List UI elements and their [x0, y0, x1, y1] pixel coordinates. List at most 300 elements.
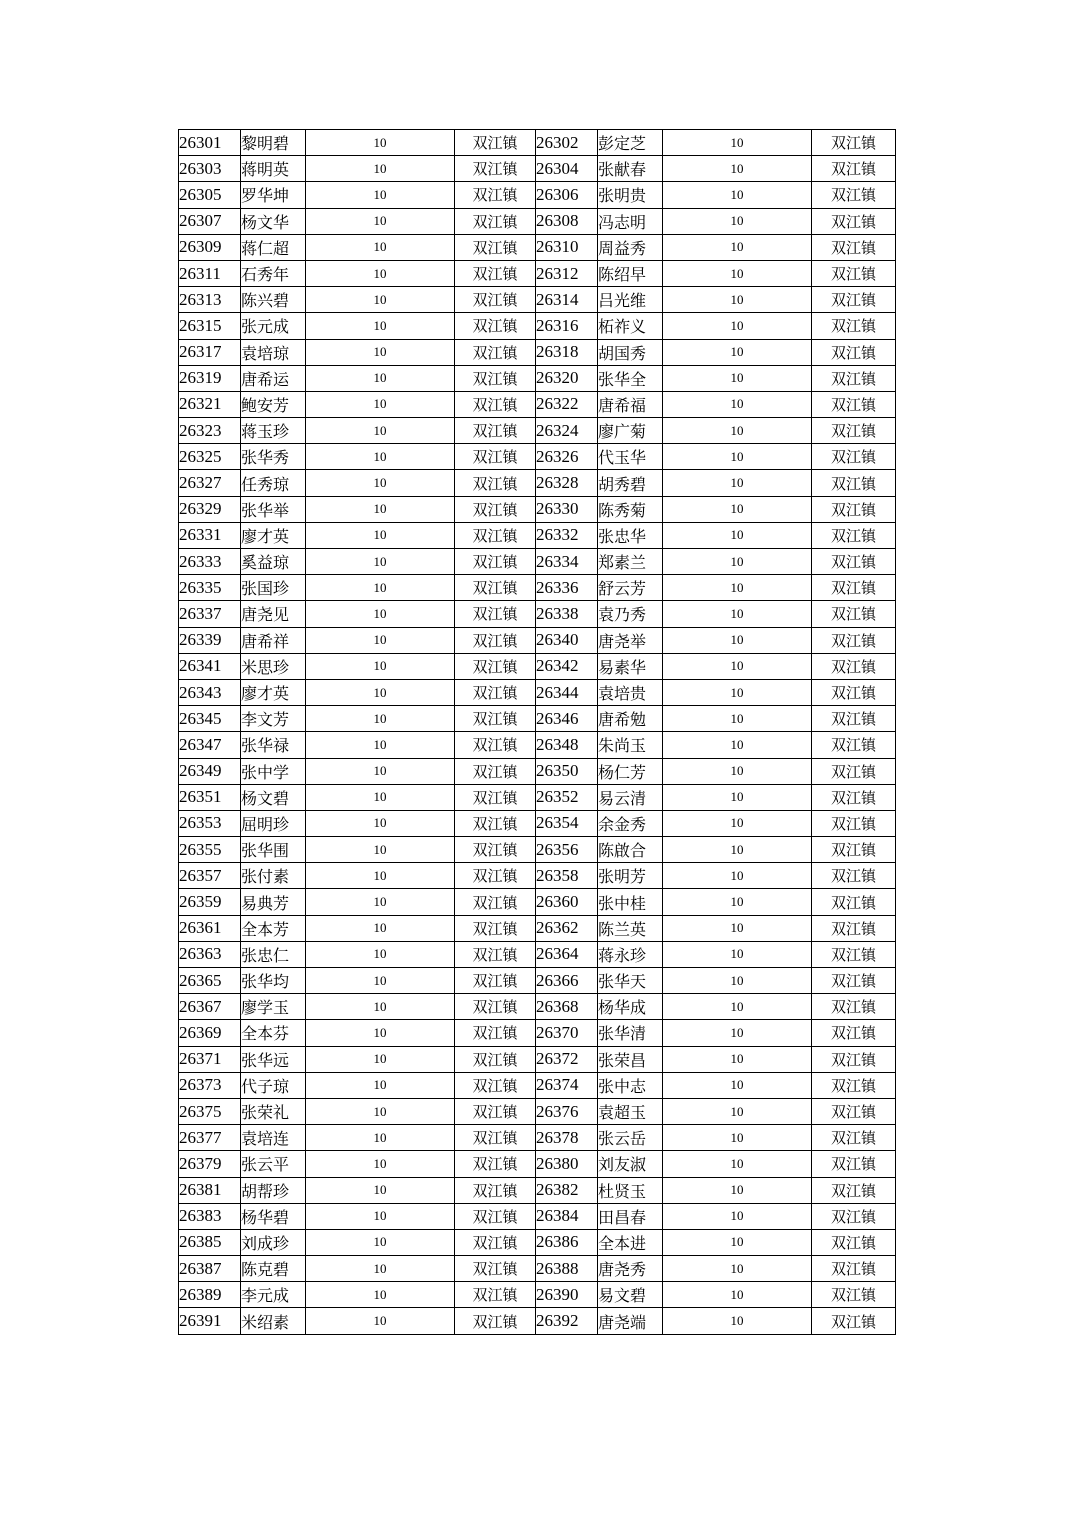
- score-cell: 10: [663, 339, 812, 365]
- name-cell: 全本进: [598, 1229, 663, 1255]
- town-cell: 双江镇: [455, 1072, 536, 1098]
- town-cell: 双江镇: [455, 1020, 536, 1046]
- name-cell: 易素华: [598, 653, 663, 679]
- name-cell: 张荣礼: [241, 1098, 306, 1124]
- town-cell: 双江镇: [455, 260, 536, 286]
- town-cell: 双江镇: [455, 706, 536, 732]
- name-cell: 张华天: [598, 968, 663, 994]
- record-id-cell: 26315: [179, 313, 241, 339]
- record-id-cell: 26358: [536, 863, 598, 889]
- score-cell: 10: [306, 339, 455, 365]
- town-cell: 双江镇: [812, 1020, 896, 1046]
- name-cell: 陈克碧: [241, 1256, 306, 1282]
- score-cell: 10: [663, 287, 812, 313]
- town-cell: 双江镇: [455, 1203, 536, 1229]
- table-row: [179, 968, 896, 994]
- score-cell: 10: [663, 1072, 812, 1098]
- town-cell: 双江镇: [455, 470, 536, 496]
- record-id-cell: 26360: [536, 889, 598, 915]
- town-cell: 双江镇: [455, 627, 536, 653]
- table-row: [179, 575, 896, 601]
- record-id-cell: 26329: [179, 496, 241, 522]
- town-cell: 双江镇: [812, 758, 896, 784]
- town-cell: 双江镇: [455, 1125, 536, 1151]
- town-cell: 双江镇: [812, 706, 896, 732]
- name-cell: 余金秀: [598, 810, 663, 836]
- town-cell: 双江镇: [812, 287, 896, 313]
- town-cell: 双江镇: [455, 549, 536, 575]
- score-cell: 10: [306, 1256, 455, 1282]
- score-cell: 10: [306, 889, 455, 915]
- town-cell: 双江镇: [455, 1151, 536, 1177]
- score-cell: 10: [306, 732, 455, 758]
- town-cell: 双江镇: [812, 1098, 896, 1124]
- town-cell: 双江镇: [812, 496, 896, 522]
- record-id-cell: 26380: [536, 1151, 598, 1177]
- town-cell: 双江镇: [812, 1177, 896, 1203]
- record-id-cell: 26303: [179, 156, 241, 182]
- record-id-cell: 26372: [536, 1046, 598, 1072]
- name-cell: 代玉华: [598, 444, 663, 470]
- record-id-cell: 26388: [536, 1256, 598, 1282]
- score-cell: 10: [306, 1125, 455, 1151]
- name-cell: 张中桂: [598, 889, 663, 915]
- score-cell: 10: [306, 496, 455, 522]
- table-row: [179, 522, 896, 548]
- table-row: [179, 1125, 896, 1151]
- name-cell: 张付素: [241, 863, 306, 889]
- score-cell: 10: [663, 365, 812, 391]
- name-cell: 张明芳: [598, 863, 663, 889]
- score-cell: 10: [306, 418, 455, 444]
- score-cell: 10: [663, 575, 812, 601]
- table-row: [179, 391, 896, 417]
- name-cell: 张忠仁: [241, 941, 306, 967]
- record-id-cell: 26313: [179, 287, 241, 313]
- name-cell: 朱尚玉: [598, 732, 663, 758]
- town-cell: 双江镇: [812, 549, 896, 575]
- name-cell: 刘成珍: [241, 1229, 306, 1255]
- record-id-cell: 26330: [536, 496, 598, 522]
- table-row: [179, 444, 896, 470]
- score-cell: 10: [663, 1046, 812, 1072]
- record-id-cell: 26345: [179, 706, 241, 732]
- record-id-cell: 26347: [179, 732, 241, 758]
- name-cell: 唐希祥: [241, 627, 306, 653]
- name-cell: 吕光维: [598, 287, 663, 313]
- score-cell: 10: [306, 287, 455, 313]
- town-cell: 双江镇: [455, 575, 536, 601]
- record-id-cell: 26351: [179, 784, 241, 810]
- score-cell: 10: [306, 365, 455, 391]
- record-id-cell: 26321: [179, 391, 241, 417]
- town-cell: 双江镇: [812, 182, 896, 208]
- name-cell: 袁培连: [241, 1125, 306, 1151]
- score-cell: 10: [306, 601, 455, 627]
- score-cell: 10: [306, 1020, 455, 1046]
- score-cell: 10: [306, 837, 455, 863]
- name-cell: 唐尧见: [241, 601, 306, 627]
- score-cell: 10: [306, 915, 455, 941]
- record-id-cell: 26307: [179, 208, 241, 234]
- table-row: [179, 915, 896, 941]
- score-cell: 10: [663, 863, 812, 889]
- name-cell: 陈兰英: [598, 915, 663, 941]
- score-cell: 10: [663, 1282, 812, 1308]
- score-cell: 10: [663, 1125, 812, 1151]
- record-id-cell: 26323: [179, 418, 241, 444]
- record-id-cell: 26370: [536, 1020, 598, 1046]
- record-id-cell: 26306: [536, 182, 598, 208]
- score-cell: 10: [663, 1229, 812, 1255]
- town-cell: 双江镇: [812, 863, 896, 889]
- table-row: [179, 706, 896, 732]
- table-row: [179, 679, 896, 705]
- name-cell: 张中学: [241, 758, 306, 784]
- table-row: [179, 182, 896, 208]
- table-row: [179, 1020, 896, 1046]
- table-row: [179, 1151, 896, 1177]
- name-cell: 张华远: [241, 1046, 306, 1072]
- score-cell: 10: [663, 522, 812, 548]
- name-cell: 袁培琼: [241, 339, 306, 365]
- town-cell: 双江镇: [812, 575, 896, 601]
- town-cell: 双江镇: [455, 732, 536, 758]
- name-cell: 李文芳: [241, 706, 306, 732]
- score-cell: 10: [663, 418, 812, 444]
- record-id-cell: 26378: [536, 1125, 598, 1151]
- town-cell: 双江镇: [455, 889, 536, 915]
- table-row: [179, 732, 896, 758]
- town-cell: 双江镇: [812, 1256, 896, 1282]
- town-cell: 双江镇: [812, 810, 896, 836]
- score-cell: 10: [663, 889, 812, 915]
- name-cell: 陈兴碧: [241, 287, 306, 313]
- table-row: [179, 549, 896, 575]
- score-cell: 10: [663, 732, 812, 758]
- table-row: [179, 234, 896, 260]
- score-cell: 10: [306, 313, 455, 339]
- table-row: [179, 941, 896, 967]
- record-id-cell: 26311: [179, 260, 241, 286]
- score-cell: 10: [663, 601, 812, 627]
- name-cell: 柘祚义: [598, 313, 663, 339]
- name-cell: 奚益琼: [241, 549, 306, 575]
- score-cell: 10: [306, 941, 455, 967]
- record-id-cell: 26317: [179, 339, 241, 365]
- record-id-cell: 26368: [536, 994, 598, 1020]
- name-cell: 屈明珍: [241, 810, 306, 836]
- score-cell: 10: [663, 1308, 812, 1334]
- score-cell: 10: [663, 130, 812, 156]
- name-cell: 杨文华: [241, 208, 306, 234]
- record-id-cell: 26316: [536, 313, 598, 339]
- record-id-cell: 26384: [536, 1203, 598, 1229]
- name-cell: 米思珍: [241, 653, 306, 679]
- town-cell: 双江镇: [812, 156, 896, 182]
- score-cell: 10: [663, 260, 812, 286]
- score-cell: 10: [306, 444, 455, 470]
- name-cell: 张华秀: [241, 444, 306, 470]
- town-cell: 双江镇: [455, 522, 536, 548]
- record-id-cell: 26354: [536, 810, 598, 836]
- name-cell: 石秀年: [241, 260, 306, 286]
- town-cell: 双江镇: [455, 313, 536, 339]
- town-cell: 双江镇: [455, 182, 536, 208]
- town-cell: 双江镇: [455, 837, 536, 863]
- score-cell: 10: [306, 758, 455, 784]
- score-cell: 10: [306, 994, 455, 1020]
- record-id-cell: 26325: [179, 444, 241, 470]
- record-id-cell: 26369: [179, 1020, 241, 1046]
- town-cell: 双江镇: [455, 287, 536, 313]
- score-cell: 10: [306, 784, 455, 810]
- town-cell: 双江镇: [455, 208, 536, 234]
- name-cell: 唐希勉: [598, 706, 663, 732]
- record-id-cell: 26375: [179, 1098, 241, 1124]
- town-cell: 双江镇: [812, 260, 896, 286]
- record-id-cell: 26331: [179, 522, 241, 548]
- name-cell: 冯志明: [598, 208, 663, 234]
- record-id-cell: 26324: [536, 418, 598, 444]
- record-id-cell: 26342: [536, 653, 598, 679]
- name-cell: 罗华坤: [241, 182, 306, 208]
- town-cell: 双江镇: [455, 810, 536, 836]
- record-id-cell: 26337: [179, 601, 241, 627]
- name-cell: 蒋仁超: [241, 234, 306, 260]
- score-cell: 10: [306, 810, 455, 836]
- table-row: [179, 470, 896, 496]
- town-cell: 双江镇: [812, 313, 896, 339]
- name-cell: 杨文碧: [241, 784, 306, 810]
- town-cell: 双江镇: [812, 889, 896, 915]
- name-cell: 杜贤玉: [598, 1177, 663, 1203]
- score-cell: 10: [306, 575, 455, 601]
- name-cell: 陈秀菊: [598, 496, 663, 522]
- name-cell: 唐尧举: [598, 627, 663, 653]
- name-cell: 胡秀碧: [598, 470, 663, 496]
- table-row: [179, 1177, 896, 1203]
- table-row: [179, 1046, 896, 1072]
- score-cell: 10: [306, 679, 455, 705]
- name-cell: 李元成: [241, 1282, 306, 1308]
- table-row: [179, 287, 896, 313]
- town-cell: 双江镇: [455, 1098, 536, 1124]
- town-cell: 双江镇: [812, 391, 896, 417]
- score-cell: 10: [306, 1177, 455, 1203]
- name-cell: 蒋玉珍: [241, 418, 306, 444]
- record-id-cell: 26341: [179, 653, 241, 679]
- town-cell: 双江镇: [455, 234, 536, 260]
- score-cell: 10: [663, 549, 812, 575]
- name-cell: 张中志: [598, 1072, 663, 1098]
- record-id-cell: 26336: [536, 575, 598, 601]
- name-cell: 廖才英: [241, 679, 306, 705]
- town-cell: 双江镇: [812, 1072, 896, 1098]
- table-row: [179, 837, 896, 863]
- table-row: [179, 758, 896, 784]
- town-cell: 双江镇: [455, 994, 536, 1020]
- record-id-cell: 26353: [179, 810, 241, 836]
- name-cell: 张明贵: [598, 182, 663, 208]
- name-cell: 彭定芝: [598, 130, 663, 156]
- score-cell: 10: [306, 1203, 455, 1229]
- town-cell: 双江镇: [812, 444, 896, 470]
- record-id-cell: 26348: [536, 732, 598, 758]
- record-id-cell: 26309: [179, 234, 241, 260]
- town-cell: 双江镇: [812, 1229, 896, 1255]
- score-cell: 10: [306, 1308, 455, 1334]
- town-cell: 双江镇: [455, 418, 536, 444]
- table-row: [179, 994, 896, 1020]
- table-row: [179, 1098, 896, 1124]
- record-id-cell: 26320: [536, 365, 598, 391]
- name-cell: 易文碧: [598, 1282, 663, 1308]
- town-cell: 双江镇: [455, 444, 536, 470]
- table-row: [179, 313, 896, 339]
- name-cell: 杨华碧: [241, 1203, 306, 1229]
- score-cell: 10: [306, 1229, 455, 1255]
- score-cell: 10: [663, 1177, 812, 1203]
- record-id-cell: 26392: [536, 1308, 598, 1334]
- record-id-cell: 26344: [536, 679, 598, 705]
- record-id-cell: 26352: [536, 784, 598, 810]
- table-row: [179, 260, 896, 286]
- record-id-cell: 26332: [536, 522, 598, 548]
- score-cell: 10: [306, 260, 455, 286]
- table-row: [179, 653, 896, 679]
- town-cell: 双江镇: [455, 1282, 536, 1308]
- score-cell: 10: [663, 1020, 812, 1046]
- record-id-cell: 26390: [536, 1282, 598, 1308]
- name-cell: 蒋明英: [241, 156, 306, 182]
- record-id-cell: 26301: [179, 130, 241, 156]
- name-cell: 袁乃秀: [598, 601, 663, 627]
- name-cell: 田昌春: [598, 1203, 663, 1229]
- record-id-cell: 26387: [179, 1256, 241, 1282]
- town-cell: 双江镇: [812, 994, 896, 1020]
- score-cell: 10: [663, 706, 812, 732]
- record-id-cell: 26333: [179, 549, 241, 575]
- name-cell: 张献春: [598, 156, 663, 182]
- town-cell: 双江镇: [812, 915, 896, 941]
- name-cell: 唐尧端: [598, 1308, 663, 1334]
- town-cell: 双江镇: [812, 627, 896, 653]
- name-cell: 杨华成: [598, 994, 663, 1020]
- table-row: [179, 156, 896, 182]
- name-cell: 张元成: [241, 313, 306, 339]
- score-cell: 10: [306, 863, 455, 889]
- score-cell: 10: [306, 234, 455, 260]
- town-cell: 双江镇: [455, 784, 536, 810]
- town-cell: 双江镇: [455, 968, 536, 994]
- record-id-cell: 26382: [536, 1177, 598, 1203]
- name-cell: 易云清: [598, 784, 663, 810]
- score-cell: 10: [306, 706, 455, 732]
- name-cell: 刘友淑: [598, 1151, 663, 1177]
- record-id-cell: 26338: [536, 601, 598, 627]
- town-cell: 双江镇: [812, 837, 896, 863]
- name-cell: 舒云芳: [598, 575, 663, 601]
- record-id-cell: 26308: [536, 208, 598, 234]
- name-cell: 全本芬: [241, 1020, 306, 1046]
- name-cell: 全本芳: [241, 915, 306, 941]
- record-id-cell: 26377: [179, 1125, 241, 1151]
- score-cell: 10: [663, 313, 812, 339]
- table-row: [179, 627, 896, 653]
- town-cell: 双江镇: [455, 339, 536, 365]
- roster-table: [178, 129, 896, 1335]
- record-id-cell: 26335: [179, 575, 241, 601]
- town-cell: 双江镇: [455, 679, 536, 705]
- town-cell: 双江镇: [812, 522, 896, 548]
- record-id-cell: 26343: [179, 679, 241, 705]
- record-id-cell: 26376: [536, 1098, 598, 1124]
- town-cell: 双江镇: [812, 968, 896, 994]
- record-id-cell: 26340: [536, 627, 598, 653]
- name-cell: 袁超玉: [598, 1098, 663, 1124]
- score-cell: 10: [306, 182, 455, 208]
- score-cell: 10: [663, 679, 812, 705]
- town-cell: 双江镇: [812, 470, 896, 496]
- name-cell: 周益秀: [598, 234, 663, 260]
- town-cell: 双江镇: [455, 915, 536, 941]
- name-cell: 杨仁芳: [598, 758, 663, 784]
- score-cell: 10: [663, 994, 812, 1020]
- table-row: [179, 601, 896, 627]
- name-cell: 任秀琼: [241, 470, 306, 496]
- record-id-cell: 26322: [536, 391, 598, 417]
- table-row: [179, 496, 896, 522]
- town-cell: 双江镇: [812, 208, 896, 234]
- score-cell: 10: [663, 208, 812, 234]
- record-id-cell: 26326: [536, 444, 598, 470]
- record-id-cell: 26302: [536, 130, 598, 156]
- record-id-cell: 26383: [179, 1203, 241, 1229]
- name-cell: 郑素兰: [598, 549, 663, 575]
- roster-body: [179, 130, 896, 1335]
- name-cell: 袁培贵: [598, 679, 663, 705]
- name-cell: 米绍素: [241, 1308, 306, 1334]
- name-cell: 唐希运: [241, 365, 306, 391]
- score-cell: 10: [663, 837, 812, 863]
- record-id-cell: 26366: [536, 968, 598, 994]
- record-id-cell: 26363: [179, 941, 241, 967]
- score-cell: 10: [663, 810, 812, 836]
- record-id-cell: 26328: [536, 470, 598, 496]
- record-id-cell: 26349: [179, 758, 241, 784]
- town-cell: 双江镇: [812, 1203, 896, 1229]
- name-cell: 陈绍早: [598, 260, 663, 286]
- name-cell: 张华均: [241, 968, 306, 994]
- record-id-cell: 26314: [536, 287, 598, 313]
- score-cell: 10: [306, 156, 455, 182]
- name-cell: 张华全: [598, 365, 663, 391]
- town-cell: 双江镇: [812, 365, 896, 391]
- table-row: [179, 889, 896, 915]
- town-cell: 双江镇: [812, 784, 896, 810]
- town-cell: 双江镇: [812, 1046, 896, 1072]
- record-id-cell: 26356: [536, 837, 598, 863]
- name-cell: 张国珍: [241, 575, 306, 601]
- name-cell: 张云平: [241, 1151, 306, 1177]
- name-cell: 张华围: [241, 837, 306, 863]
- score-cell: 10: [663, 1151, 812, 1177]
- score-cell: 10: [306, 653, 455, 679]
- name-cell: 张华举: [241, 496, 306, 522]
- name-cell: 胡帮珍: [241, 1177, 306, 1203]
- record-id-cell: 26318: [536, 339, 598, 365]
